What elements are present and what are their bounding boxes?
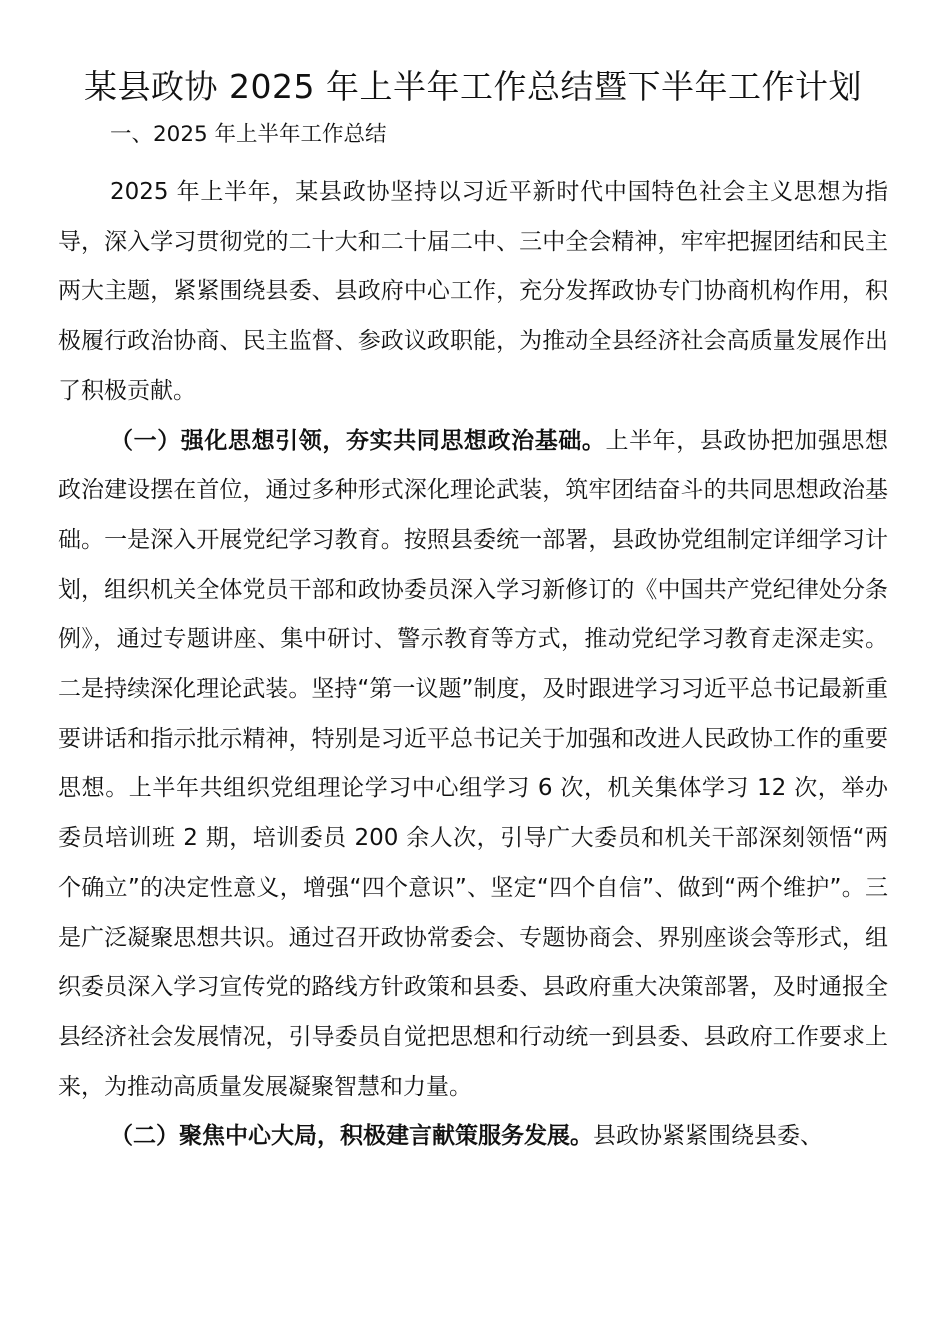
document-title: 某县政协 2025 年上半年工作总结暨下半年工作计划 [84, 67, 862, 106]
section-heading: 一、2025 年上半年工作总结 [110, 122, 387, 147]
intro-paragraph: 2025 年上半年，某县政协坚持以习近平新时代中国特色社会主义思想为指导，深入学习贯彻党的二十大和二十届二中、三中全会精神，牢牢把握团结和民主两大主题，紧紧围绕县委、县政府中心工作，充分发挥政协专门协商机构作用，积极履行政治协商、民主监督、参政议政职能，为推动全县经济社会高质量发展作出了积极贡献。 [58, 179, 888, 404]
paragraph-part-one [58, 417, 888, 1113]
part-one-body: 上半年，县政协把加强思想政治建设摆在首位，通过多种形式深化理论武装，筑牢团结奋斗的共同思想政治基础。一是深入开展党纪学习教育。按照县委统一部署，县政协党组制定详细学习计划，组织机关全体党员干部和政协委员深入学习新修订的《中国共产党纪律处分条例》，通过专题讲座、集中研讨、警示教育等方式，推动党纪学习教育走深走实。二是持续深化理论武装。坚持“第一议题”制度，及时跟进学习习近平总书记最新重要讲话和指示批示精神，特别是习近平总书记关于加强和改进人民政协工作的重要思想。上半年共组织党组理论学习中心组学习 6 次，机关集体学习 12 次，举办委员培训班 2 期，培训委员 200 余人次，引导广大委员和机关干部深刻领悟“两个确立”的决定性意义，增强“四个意识”、坚定“四个自信”、做到“两个维护”。三是广泛凝聚思想共识。通过召开政协常委会、专题协商会、界别座谈会等形式，组织委员深入学习宣传党的路线方针政策和县委、县政府重大决策部署，及时通报全县经济社会发展情况，引导委员自觉把思想和行动统一到县委、县政府工作要求上来，为推动高质量发展凝聚智慧和力量。 [58, 427, 888, 1100]
paragraph-part-two [58, 1112, 888, 1162]
part-one-heading: （一）强化思想引领，夯实共同思想政治基础。 [110, 427, 606, 454]
part-two-body: 县政协紧紧围绕县委、 [593, 1123, 823, 1150]
part-two-heading: （二）聚焦中心大局，积极建言献策服务发展。 [110, 1123, 593, 1150]
